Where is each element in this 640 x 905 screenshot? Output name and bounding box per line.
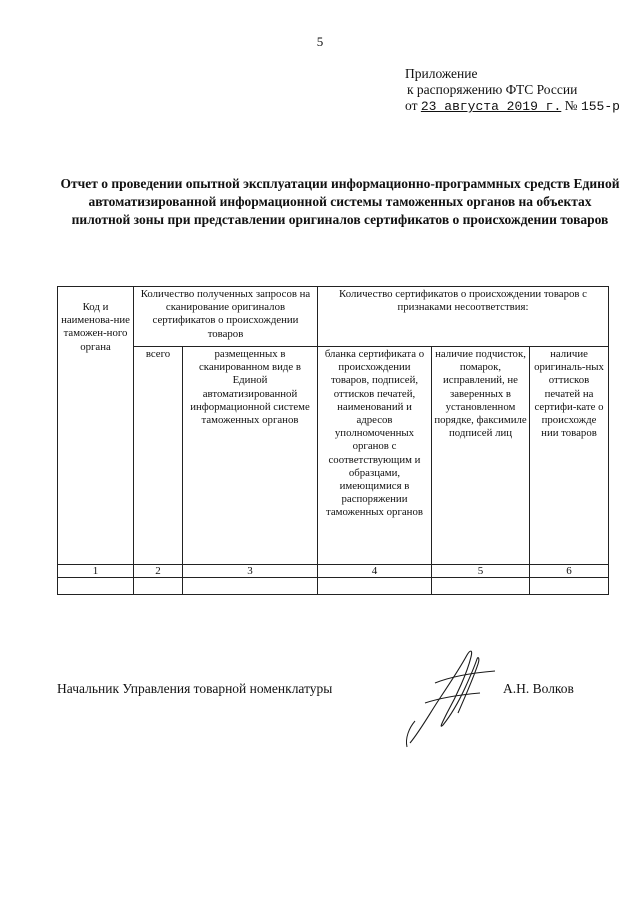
empty-data-row <box>58 578 609 595</box>
page-number: 5 <box>316 34 324 49</box>
header-requests-count: Количество полученных запросов на сканирование оригиналов сертификатов о происхождении товаров <box>134 287 318 347</box>
handwritten-signature <box>395 643 500 753</box>
subheader-erasures: наличие подчисток, помарок, исправлений, не заверенных в установленном порядке, факсимиле подписей лиц <box>432 347 530 565</box>
number-prefix: № <box>564 98 578 113</box>
table-cell <box>134 578 183 595</box>
signatory-name: А.Н. Волков <box>503 681 574 696</box>
header-code-and-name: Код и наименова-ние таможен-ного органа <box>58 287 134 565</box>
date-prefix: от <box>405 98 418 113</box>
header-mismatch-count: Количество сертификатов о происхождении товаров с признаками несоответствия: <box>318 287 609 347</box>
table-cell <box>530 578 609 595</box>
subheader-original-stamps: наличие оригиналь-ных оттисков печатей на сертифи-кате о происхожде нии товаров <box>530 347 609 565</box>
subheader-form-mismatch: бланка сертификата о происхождении товаров, подписей, оттисков печатей, наименований и адресов уполномоченных органов с соответствующим и образцами, имеющимися в распоряжении таможенных органов <box>318 347 432 565</box>
column-number: 4 <box>318 565 432 578</box>
signatory-role: Начальник Управления товарной номенклатуры <box>57 681 333 696</box>
subheader-total: всего <box>134 347 183 565</box>
appendix-title: Приложение <box>405 66 478 81</box>
column-number: 6 <box>530 565 609 578</box>
column-number: 5 <box>432 565 530 578</box>
appendix-date-line <box>405 98 620 115</box>
report-table <box>57 286 609 595</box>
column-number: 2 <box>134 565 183 578</box>
table-cell <box>183 578 318 595</box>
column-number: 3 <box>183 565 318 578</box>
decree-date: 23 августа 2019 г. <box>420 99 562 114</box>
column-number: 1 <box>58 565 134 578</box>
table-cell <box>432 578 530 595</box>
column-numbers-row <box>58 565 609 578</box>
appendix-block <box>405 66 620 115</box>
table-cell <box>318 578 432 595</box>
decree-number: 155-р <box>580 99 620 114</box>
table-cell <box>58 578 134 595</box>
appendix-reference: к распоряжению ФТС России <box>407 82 578 97</box>
subheader-scanned: размещенных в сканированном виде в Единой автоматизированной информационной системе таможенных органов <box>183 347 318 565</box>
report-title: Отчет о проведении опытной эксплуатации информационно-программных средств Единой автоматизированной информационной системы таможенных органов на объектах пилотной зоны при представлении оригиналов сертификатов о происхождении товаров <box>60 176 620 227</box>
